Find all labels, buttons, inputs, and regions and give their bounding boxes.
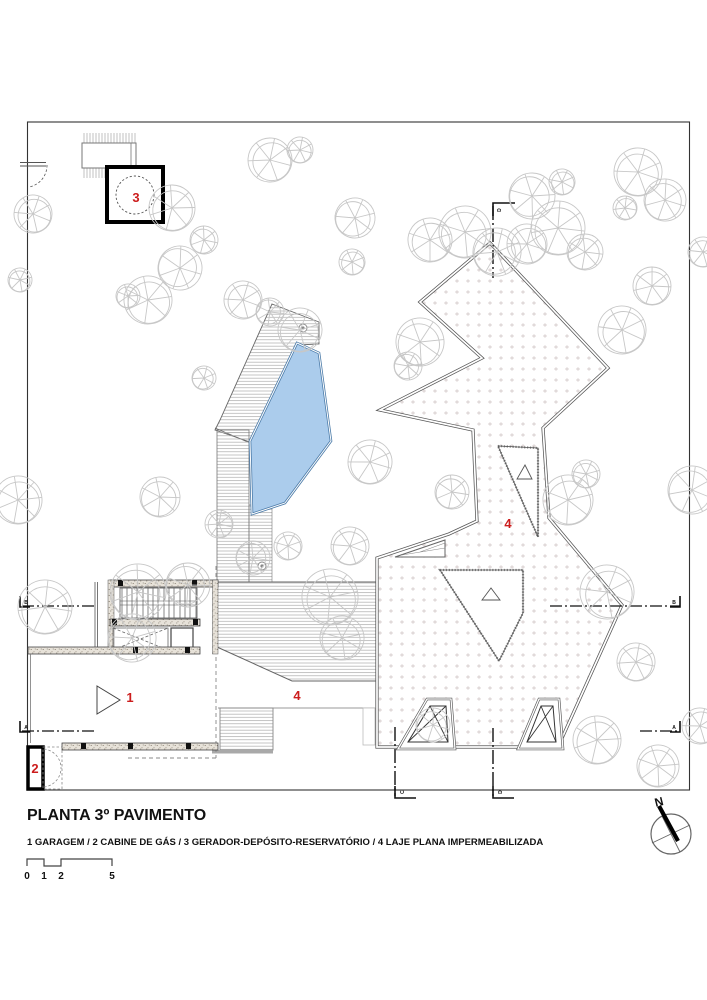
scale-bar (24, 859, 115, 882)
plan-title: PLANTA 3º PAVIMENTO (27, 807, 207, 824)
scale-2: 2 (58, 871, 64, 882)
section-c-bottom: C (400, 790, 406, 794)
roof-label: 4 (504, 516, 512, 531)
scale-1: 1 (41, 871, 47, 882)
garage (28, 566, 218, 758)
scale-0: 0 (24, 871, 30, 882)
ramp-area (212, 688, 375, 754)
gate (20, 163, 47, 188)
gas-cabin (28, 747, 62, 789)
gas-cabin-label: 2 (31, 761, 39, 776)
garage-door-arrow (97, 686, 120, 714)
ramp-roof-label: 4 (293, 688, 301, 703)
section-letters (24, 208, 676, 794)
plan-legend: 1 GARAGEM / 2 CABINE DE GÁS / 3 GERADOR-DEPÓSITO-RESERVATÓRIO / 4 LAJE PLANA IMPERMEABILIZADA (27, 837, 544, 848)
section-d-top: D (497, 208, 503, 212)
scale-5: 5 (109, 871, 115, 882)
generator-label: 3 (132, 190, 140, 205)
section-b-left: B (24, 600, 28, 606)
section-b-right: B (672, 600, 676, 606)
north-letter: N (653, 794, 665, 810)
north-arrow (651, 794, 691, 854)
north-needle (659, 806, 678, 841)
garage-label: 1 (126, 690, 134, 705)
section-a-right: A (672, 725, 676, 731)
section-d-bottom: D (498, 790, 504, 794)
section-a-left: A (24, 725, 28, 731)
